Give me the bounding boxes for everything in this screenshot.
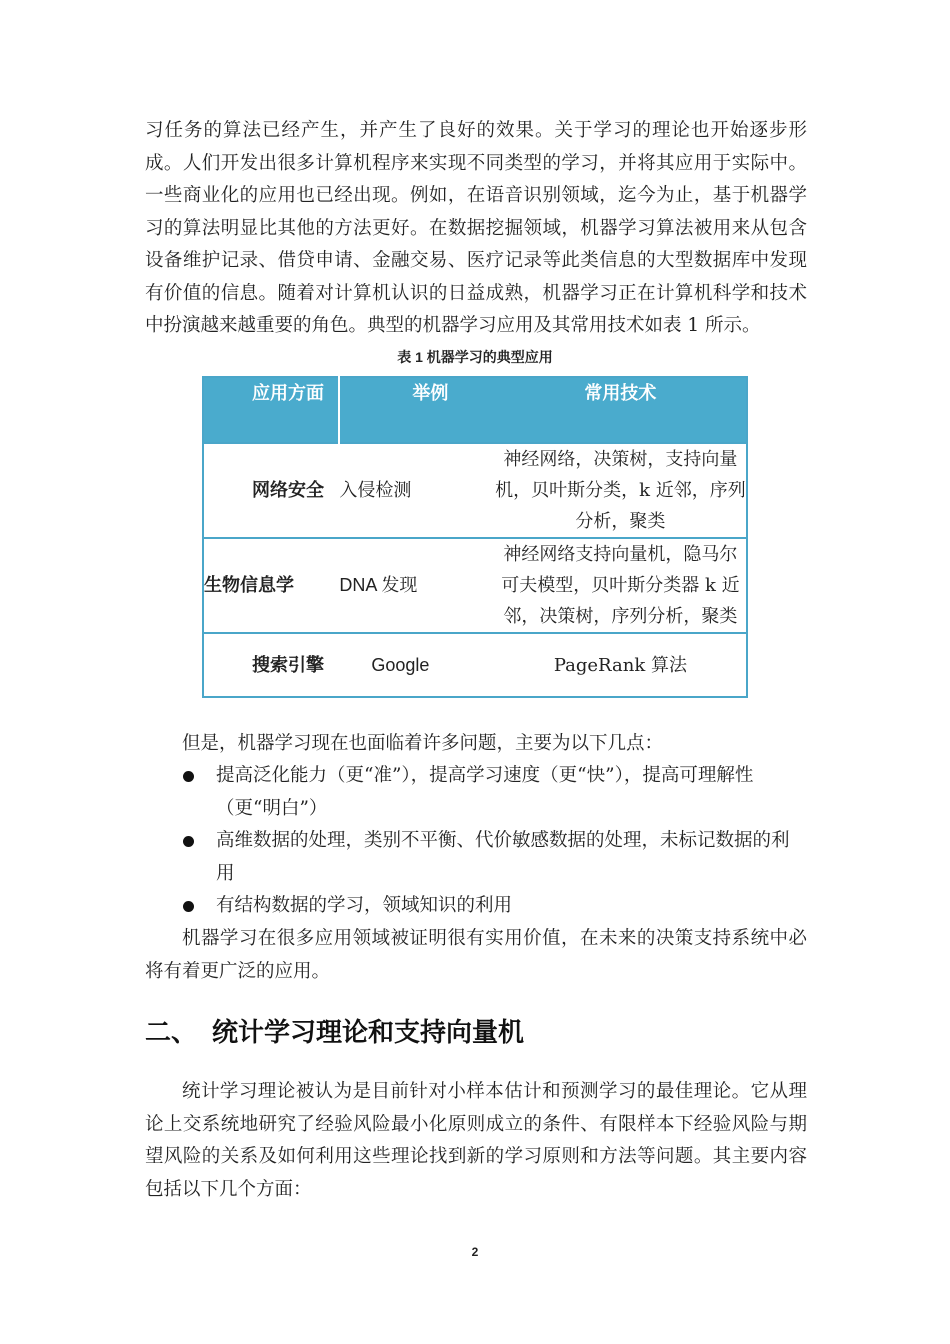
intro-paragraph: 习任务的算法已经产生，并产生了良好的效果。关于学习的理论也开始逐步形成。人们开发出很多计算机程序来实现不同类型的学习，并将其应用于实际中。一些商业化的应用也已经出现。例如，在语音识别领域，迄今为止，基于机器学习的算法明显比其他的方法更好。在数据挖掘领域，机器学习算法被用来从包含设备维护记录、借贷申请、金融交易、医疗记录等此类信息的大型数据库中发现有价值的信息。随着对计算机认识的日益成熟，机器学习正在计算机科学和技术中扮演越来越重要的角色。典型的机器学习应用及其常用技术如表 1 所示。	[145, 120, 807, 336]
header-techniques: 常用技术	[495, 377, 747, 443]
table-caption: 表 1 机器学习的典型应用	[397, 349, 553, 365]
cell-example: Google	[339, 633, 494, 697]
bullet-dot-icon	[183, 836, 194, 847]
header-example: 举例	[339, 377, 494, 443]
applications-table	[202, 376, 748, 698]
cell-example: DNA 发现	[339, 538, 494, 633]
cell-techniques: PageRank 算法	[495, 633, 747, 697]
cell-area: 生物信息学	[203, 538, 339, 633]
bullet-dot-icon	[183, 771, 194, 782]
cell-example: 入侵检测	[339, 443, 494, 538]
page-number: 2	[471, 1245, 479, 1259]
cell-techniques: 神经网络，决策树，支持向量机，贝叶斯分类，k 近邻，序列分析，聚类	[495, 443, 747, 538]
section-heading	[145, 1012, 524, 1052]
list-item: 高维数据的处理，类别不平衡、代价敏感数据的处理，未标记数据的利用	[145, 825, 807, 890]
bullet-dot-icon	[183, 901, 194, 912]
cell-techniques: 神经网络支持向量机，隐马尔可夫模型，贝叶斯分类器 k 近邻，决策树，序列分析，聚类	[495, 538, 747, 633]
problems-list	[145, 760, 807, 923]
section-title: 统计学习理论和支持向量机	[212, 1017, 525, 1047]
section-paragraph: 统计学习理论被认为是目前针对小样本估计和预测学习的最佳理论。它从理论上交系统地研究了经验风险最小化原则成立的条件、有限样本下经验风险与期望风险的关系及如何利用这些理论找到新的学习原则和方法等问题。其主要内容包括以下几个方面：	[145, 1081, 807, 1200]
section-number: 二、	[145, 1017, 198, 1047]
table-header-row	[203, 377, 747, 443]
conclusion-paragraph: 机器学习在很多应用领域被证明很有实用价值，在未来的决策支持系统中必将有着更广泛的应用。	[145, 928, 807, 982]
table-row	[203, 538, 747, 633]
cell-area: 网络安全	[203, 443, 339, 538]
table-row	[203, 633, 747, 697]
header-application-area: 应用方面	[203, 377, 339, 443]
list-item: 提高泛化能力（更“准”），提高学习速度（更“快”），提高可理解性（更“明白”）	[145, 760, 807, 825]
problems-intro: 但是，机器学习现在也面临着许多问题，主要为以下几点：	[182, 733, 664, 754]
cell-area: 搜索引擎	[203, 633, 339, 697]
list-item: 有结构数据的学习，领域知识的利用	[145, 890, 807, 923]
table-row	[203, 443, 747, 538]
